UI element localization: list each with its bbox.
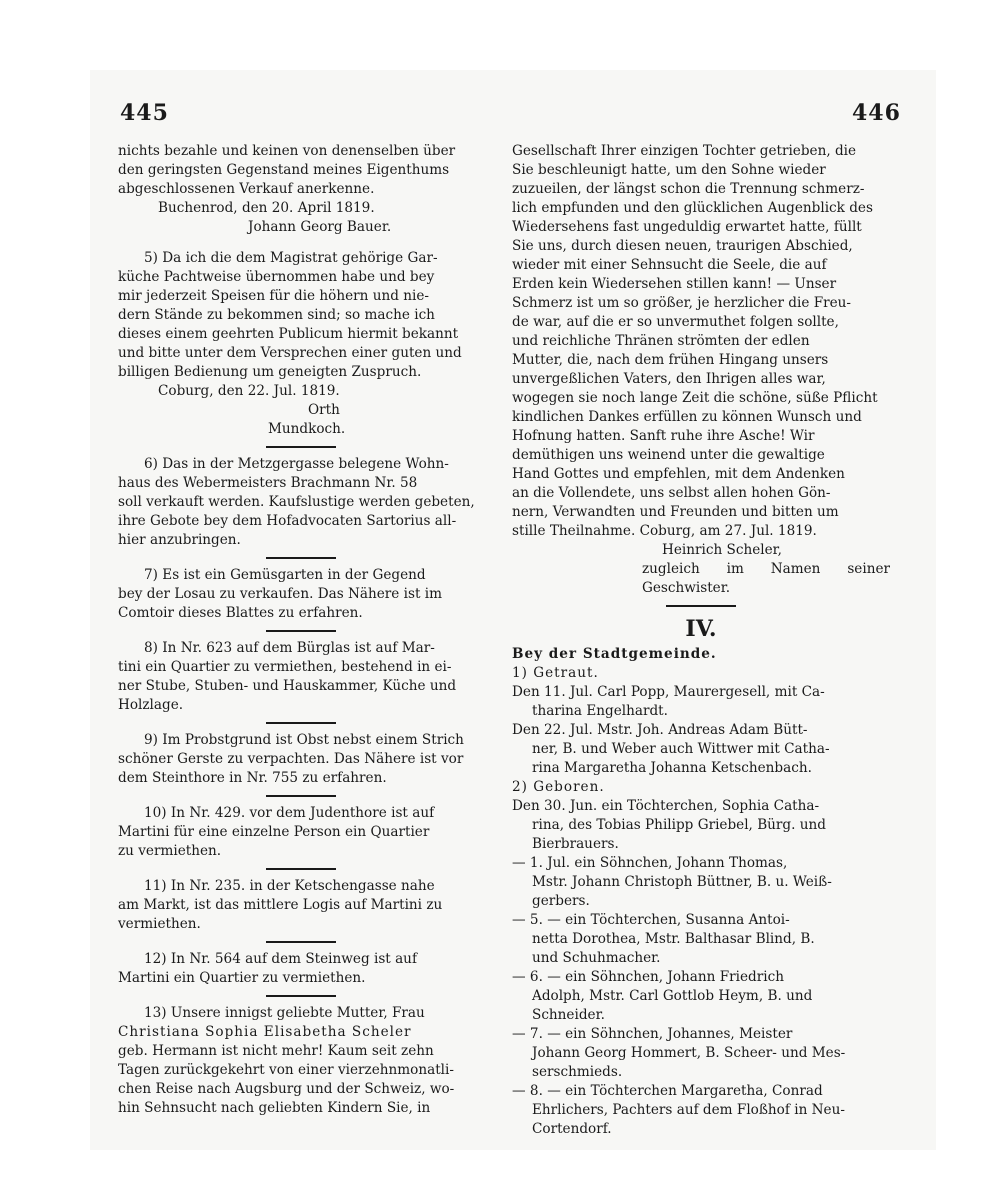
text-line: demüthigen uns weinend unter die gewaltige: [512, 447, 825, 463]
list-item: rina, des Tobias Philipp Griebel, Bürg. und: [532, 817, 826, 833]
text-line: zuzueilen, der längst schon die Trennung schmerz-: [512, 181, 865, 197]
list-item: und Schuhmacher.: [532, 950, 661, 966]
text-line: Erden kein Wiedersehen stillen kann! — Unser: [512, 276, 837, 292]
notice-11: [118, 877, 484, 934]
right-column: [512, 142, 890, 1139]
list-item: Schneider.: [532, 1007, 605, 1023]
text-line: chen Reise nach Augsburg und der Schweiz, wo-: [118, 1081, 455, 1097]
text-line: dem Steinthore in Nr. 755 zu erfahren.: [118, 770, 387, 786]
list-item: serschmieds.: [532, 1064, 623, 1080]
list-item: tharina Engelhardt.: [532, 703, 668, 719]
text-line: küche Pachtweise übernommen habe und bey: [118, 269, 435, 285]
separator-rule: [266, 795, 336, 797]
list-item: Den 22. Jul. Mstr. Joh. Andreas Adam Bütt-: [512, 722, 808, 738]
signature-title: Mundkoch.: [268, 421, 346, 437]
text-line: Gesellschaft Ihrer einzigen Tochter getrieben, die: [512, 143, 857, 159]
signature-name: Johann Georg Bauer.: [248, 219, 392, 235]
signature-name: Orth: [308, 402, 340, 418]
text-line: hin Sehnsucht nach geliebten Kindern Sie, in: [118, 1100, 431, 1116]
section-numeral: IV.: [685, 616, 717, 642]
list-item: ner, B. und Weber auch Wittwer mit Catha-: [532, 741, 830, 757]
text-line: Hofnung hatten. Sanft ruhe ihre Asche! Wir: [512, 428, 815, 444]
text-line: unvergeßlichen Vaters, den Ihrigen alles war,: [512, 371, 826, 387]
text-line: nichts bezahle und keinen von denenselben über: [118, 143, 456, 159]
separator-rule: [666, 605, 736, 607]
notice-12: [118, 950, 484, 988]
separator-rule: [266, 868, 336, 870]
text-line: und reichliche Thränen strömten der edlen: [512, 333, 810, 349]
notice-10: [118, 804, 484, 861]
separator-rule: [266, 557, 336, 559]
text-line: Martini für eine einzelne Person ein Quartier: [118, 824, 430, 840]
list-item: — 5. — ein Töchterchen, Susanna Antoi-: [512, 912, 790, 928]
subsection-title-geboren: 2) Geboren.: [512, 779, 605, 795]
text-line: 7) Es ist ein Gemüsgarten in der Gegend: [144, 567, 426, 583]
text-line: Holzlage.: [118, 697, 184, 713]
text-line: 12) In Nr. 564 auf dem Steinweg ist auf: [144, 951, 417, 967]
notice-8: [118, 639, 484, 715]
text-line: Christiana Sophia Elisabetha Scheler: [118, 1024, 412, 1040]
text-line: und bitte unter dem Versprechen einer guten und: [118, 345, 462, 361]
list-item: gerbers.: [532, 893, 590, 909]
text-line: Martini ein Quartier zu vermiethen.: [118, 970, 366, 986]
obituary-continuation: [512, 142, 890, 598]
list-item: rina Margaretha Johanna Ketschenbach.: [532, 760, 812, 776]
separator-rule: [266, 722, 336, 724]
text-line: geb. Hermann ist nicht mehr! Kaum seit zehn: [118, 1043, 434, 1059]
text-line: bey der Losau zu verkaufen. Das Nähere ist im: [118, 586, 443, 602]
list-item: Cortendorf.: [532, 1121, 612, 1137]
text-line: ihre Gebote bey dem Hofadvocaten Sartorius all-: [118, 513, 457, 529]
text-line: den geringsten Gegenstand meines Eigenthums: [118, 162, 450, 178]
text-line: schöner Gerste zu verpachten. Das Nähere ist vor: [118, 751, 464, 767]
list-item: — 8. — ein Töchterchen Margaretha, Conrad: [512, 1083, 823, 1099]
text-line: am Markt, ist das mittlere Logis auf Martini zu: [118, 897, 443, 913]
notice-7: [118, 566, 484, 623]
list-item: netta Dorothea, Mstr. Balthasar Blind, B.: [532, 931, 815, 947]
text-line: nern, Verwandten und Freunden und bitten um: [512, 504, 839, 520]
text-line: haus des Webermeisters Brachmann Nr. 58: [118, 475, 418, 491]
text-line: tini ein Quartier zu vermiethen, bestehend in ei-: [118, 659, 452, 675]
notice-9: [118, 731, 484, 788]
notice-continuation: [118, 142, 484, 237]
text-line: dieses einem geehrten Publicum hiermit bekannt: [118, 326, 459, 342]
list-item: — 7. — ein Söhnchen, Johannes, Meister: [512, 1026, 793, 1042]
text-line: wieder mit einer Sehnsucht die Seele, die auf: [512, 257, 827, 273]
text-line: 8) In Nr. 623 auf dem Bürglas ist auf Mar-: [144, 640, 435, 656]
text-line: stille Theilnahme. Coburg, am 27. Jul. 1819.: [512, 523, 817, 539]
text-line: wogegen sie noch lange Zeit die schöne, süße Pflicht: [512, 390, 878, 406]
left-column: [118, 142, 484, 1118]
text-line: vermiethen.: [118, 916, 201, 932]
text-line: billigen Bedienung um geneigten Zuspruch.: [118, 364, 422, 380]
text-line: abgeschlossenen Verkauf anerkenne.: [118, 181, 375, 197]
text-line: Schmerz ist um so größer, je herzlicher die Freu-: [512, 295, 852, 311]
separator-rule: [266, 446, 336, 448]
text-line: Hand Gottes und empfehlen, mit dem Andenken: [512, 466, 845, 482]
text-line: kindlichen Dankes erfüllen zu können Wunsch und: [512, 409, 862, 425]
separator-rule: [266, 630, 336, 632]
place-date: Coburg, den 22. Jul. 1819.: [158, 383, 340, 399]
list-item: Mstr. Johann Christoph Büttner, B. u. Weiß-: [532, 874, 832, 890]
geboren-list: [512, 797, 890, 1139]
list-item: Johann Georg Hommert, B. Scheer- und Mes-: [532, 1045, 846, 1061]
notice-13: [118, 1004, 484, 1118]
list-item: Den 11. Jul. Carl Popp, Maurergesell, mit Ca-: [512, 684, 825, 700]
text-line: an die Vollendete, uns selbst allen hohen Gön-: [512, 485, 831, 501]
separator-rule: [266, 995, 336, 997]
signature-name: Heinrich Scheler,: [662, 542, 782, 558]
notice-5: [118, 249, 484, 439]
text-line: 5) Da ich die dem Magistrat gehörige Gar-: [144, 250, 438, 266]
text-line: Comtoir dieses Blattes zu erfahren.: [118, 605, 363, 621]
getraut-list: [512, 683, 890, 778]
text-line: ner Stube, Stuben- und Hauskammer, Küche und: [118, 678, 457, 694]
text-line: Tagen zurückgekehrt von einer vierzehnmonatli-: [118, 1062, 454, 1078]
text-line: Mutter, die, nach dem frühen Hingang unsers: [512, 352, 829, 368]
page-number-left: 445: [120, 100, 169, 126]
notice-6: [118, 455, 484, 550]
text-line: hier anzubringen.: [118, 532, 241, 548]
subsection-title-getraut: 1) Getraut.: [512, 665, 599, 681]
list-item: — 6. — ein Söhnchen, Johann Friedrich: [512, 969, 784, 985]
text-line: zu vermiethen.: [118, 843, 222, 859]
text-line: Wiedersehens fast ungeduldig erwartet hatte, füllt: [512, 219, 862, 235]
text-line: 9) Im Probstgrund ist Obst nebst einem Strich: [144, 732, 464, 748]
text-line: 13) Unsere innigst geliebte Mutter, Frau: [144, 1005, 425, 1021]
text-line: 10) In Nr. 429. vor dem Judenthore ist auf: [144, 805, 435, 821]
text-line: 11) In Nr. 235. in der Ketschengasse nahe: [144, 878, 435, 894]
text-line: mir jederzeit Speisen für die höhern und nie-: [118, 288, 430, 304]
place-date: Buchenrod, den 20. April 1819.: [158, 200, 375, 216]
list-item: Adolph, Mstr. Carl Gottlob Heym, B. und: [532, 988, 813, 1004]
page-number-right: 446: [852, 100, 901, 126]
list-item: Bierbrauers.: [532, 836, 619, 852]
separator-rule: [266, 941, 336, 943]
section-title: Bey der Stadtgemeinde.: [512, 646, 717, 662]
list-item: Ehrlichers, Pachters auf dem Floßhof in Neu-: [532, 1102, 845, 1118]
list-item: — 1. Jul. ein Söhnchen, Johann Thomas,: [512, 855, 788, 871]
text-line: Sie beschleunigt hatte, um den Sohne wieder: [512, 162, 826, 178]
text-line: Sie uns, durch diesen neuen, traurigen Abschied,: [512, 238, 853, 254]
text-line: de war, auf die er so unvermuthet folgen sollte,: [512, 314, 839, 330]
text-line: 6) Das in der Metzgergasse belegene Wohn-: [144, 456, 449, 472]
signature-title: zugleich im Namen seiner Geschwister.: [642, 561, 890, 596]
list-item: Den 30. Jun. ein Töchterchen, Sophia Catha-: [512, 798, 820, 814]
text-line: lich empfunden und den glücklichen Augenblick des: [512, 200, 873, 216]
text-line: soll verkauft werden. Kaufslustige werden gebeten,: [118, 494, 475, 510]
text-line: dern Stände zu bekommen sind; so mache ich: [118, 307, 435, 323]
